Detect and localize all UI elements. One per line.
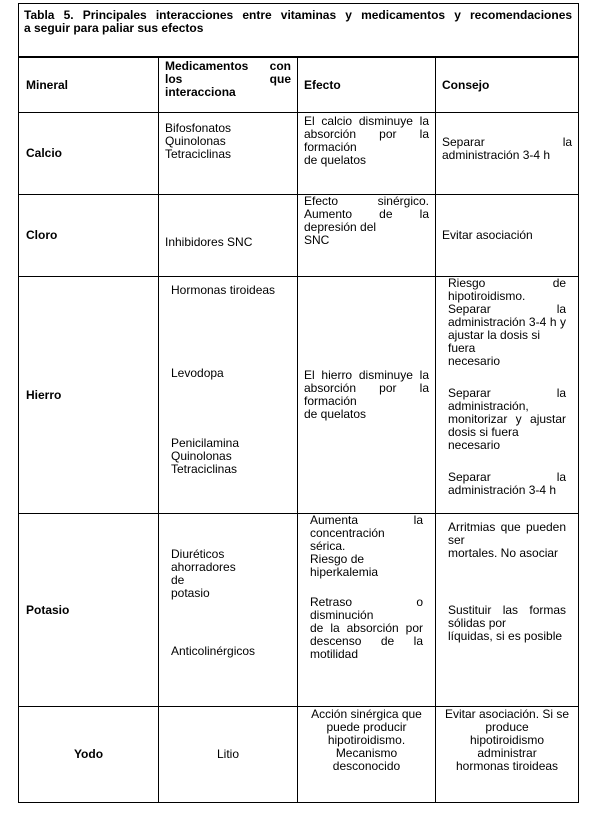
efecto-potasio-a-3: Riesgo de: [310, 552, 365, 566]
table-row: [19, 195, 579, 277]
efecto-potasio-b-3: descenso de la: [310, 634, 423, 648]
header-row: [19, 57, 579, 113]
consejo-hierro: [436, 277, 579, 514]
mineral-cloro: Cloro: [19, 195, 159, 277]
med-potasio-a-3: potasio: [171, 586, 210, 600]
consejo-cloro-1: Evitar asociación: [442, 228, 533, 242]
consejo-hierro-c-1: Separar la: [448, 470, 567, 484]
efecto-hierro-4: de quelatos: [304, 407, 367, 421]
med-hierro-a-1: Hormonas tiroideas: [171, 283, 276, 297]
consejo-calcio-1: Separar la: [442, 135, 573, 149]
efecto-cloro: [298, 195, 436, 277]
med-potasio-b-1: Anticolinérgicos: [171, 644, 256, 658]
table-row: [19, 113, 579, 195]
efecto-cloro-3: depresión del: [304, 220, 377, 234]
table-row: [19, 707, 579, 803]
header-medicamentos-line-2: los que: [165, 72, 291, 86]
efecto-hierro: [298, 277, 436, 514]
consejo-hierro-b-4: dosis si fuera necesario: [448, 425, 519, 452]
efecto-yodo: [298, 707, 436, 803]
med-cloro: [159, 195, 298, 277]
efecto-calcio-3: formación: [304, 140, 357, 154]
med-hierro-c-3: Tetraciclinas: [171, 462, 238, 476]
med-calcio-1: Bifosfonatos: [165, 121, 232, 135]
consejo-hierro-c-2: administración 3-4 h: [448, 483, 557, 497]
table-caption: [19, 4, 579, 58]
efecto-potasio: [298, 514, 436, 707]
mineral-calcio: Calcio: [19, 113, 159, 195]
mineral-potasio: Potasio: [19, 514, 159, 707]
consejo-yodo-1: Evitar asociación. Si se: [444, 707, 570, 721]
med-potasio-a-1: Diuréticos ahorradores: [171, 547, 236, 574]
header-efecto: Efecto: [298, 57, 436, 113]
consejo-potasio-b-3: líquidas, si es posible: [448, 629, 563, 643]
consejo-potasio-a-3: mortales. No asociar: [448, 546, 559, 560]
consejo-yodo-4: administrar: [477, 746, 537, 760]
consejo-potasio-b-1: Sustituir las formas: [448, 603, 567, 617]
consejo-potasio: [436, 514, 579, 707]
efecto-cloro-2: Aumento de la: [304, 207, 429, 221]
consejo-hierro-a-4: administración 3-4 h y: [448, 315, 567, 329]
efecto-calcio: [298, 113, 436, 195]
efecto-yodo-1: Acción sinérgica que: [311, 707, 422, 721]
table-caption-row: [19, 4, 579, 58]
efecto-potasio-b-4: motilidad: [310, 647, 359, 661]
consejo-cloro: [436, 195, 579, 277]
efecto-hierro-2: absorción por la: [304, 381, 429, 395]
efecto-hierro-1: El hierro disminuye la: [304, 368, 429, 382]
efecto-hierro-3: formación: [304, 394, 357, 408]
consejo-hierro-b-2: administración,: [448, 399, 529, 413]
efecto-calcio-1: El calcio disminuye la: [304, 114, 429, 128]
consejo-yodo: [436, 707, 579, 803]
med-yodo: [159, 707, 298, 803]
header-medicamentos: [159, 57, 298, 113]
header-medicamentos-line-3: interacciona: [165, 85, 236, 99]
med-hierro-c-1: Penicilamina: [171, 436, 240, 450]
consejo-potasio-a-2: ser: [448, 533, 465, 547]
caption-line-2: a seguir para paliar sus efectos: [24, 21, 204, 35]
efecto-calcio-4: de quelatos: [304, 153, 367, 167]
mineral-hierro: Hierro: [19, 277, 159, 514]
med-cloro-1: Inhibidores SNC: [165, 235, 253, 249]
header-medicamentos-line-1: Medicamentos con: [165, 59, 291, 73]
header-consejo: Consejo: [436, 57, 579, 113]
efecto-potasio-a-2: concentración sérica.: [310, 526, 385, 553]
consejo-yodo-2: produce: [485, 720, 529, 734]
med-potasio-a-2: de: [171, 573, 185, 587]
consejo-hierro-a-2: hipotiroidismo.: [448, 289, 526, 303]
consejo-potasio-a-1: Arritmias que pueden: [448, 520, 567, 534]
mineral-yodo: Yodo: [19, 707, 159, 803]
efecto-cloro-1: Efecto sinérgico.: [304, 194, 429, 208]
consejo-hierro-b-1: Separar la: [448, 386, 567, 400]
consejo-yodo-5: hormonas tiroideas: [455, 759, 559, 773]
efecto-potasio-b-2: de la absorción por: [310, 621, 423, 635]
caption-line-1: Tabla 5. Principales interacciones entre vitaminas y medicamentos y recomendaciones: [24, 8, 573, 22]
med-calcio: [159, 113, 298, 195]
consejo-hierro-a-1: Riesgo de: [448, 276, 567, 290]
consejo-hierro-a-5: ajustar la dosis si fuera: [448, 328, 541, 355]
efecto-yodo-5: desconocido: [332, 759, 401, 773]
table-row: [19, 277, 579, 514]
efecto-yodo-4: Mecanismo: [335, 746, 398, 760]
efecto-yodo-3: hipotiroidismo.: [327, 733, 406, 747]
efecto-yodo-2: puede producir: [326, 720, 407, 734]
med-calcio-3: Tetraciclinas: [165, 147, 232, 161]
med-calcio-2: Quinolonas: [165, 134, 226, 148]
consejo-calcio-2: administración 3-4 h: [442, 148, 551, 162]
efecto-cloro-4: SNC: [304, 233, 330, 247]
consejo-hierro-a-6: necesario: [448, 354, 501, 368]
consejo-potasio-b-2: sólidas por: [448, 616, 507, 630]
med-potasio: [159, 514, 298, 707]
med-hierro-c-2: Quinolonas: [171, 449, 232, 463]
table-row: [19, 514, 579, 707]
header-mineral: Mineral: [19, 57, 159, 113]
med-hierro-b-1: Levodopa: [171, 366, 224, 380]
med-yodo-1: Litio: [216, 747, 239, 761]
consejo-hierro-b-3: monitorizar y ajustar: [448, 412, 567, 426]
efecto-potasio-b-1: Retraso o disminución: [310, 595, 423, 622]
efecto-potasio-a-4: hiperkalemia: [310, 565, 379, 579]
efecto-potasio-a-1: Aumenta la: [310, 513, 423, 527]
efecto-calcio-2: absorción por la: [304, 127, 429, 141]
consejo-yodo-3: hipotiroidismo: [470, 733, 545, 747]
med-hierro: [159, 277, 298, 514]
consejo-calcio: [436, 113, 579, 195]
consejo-hierro-a-3: Separar la: [448, 302, 567, 316]
interactions-table: [18, 3, 579, 803]
